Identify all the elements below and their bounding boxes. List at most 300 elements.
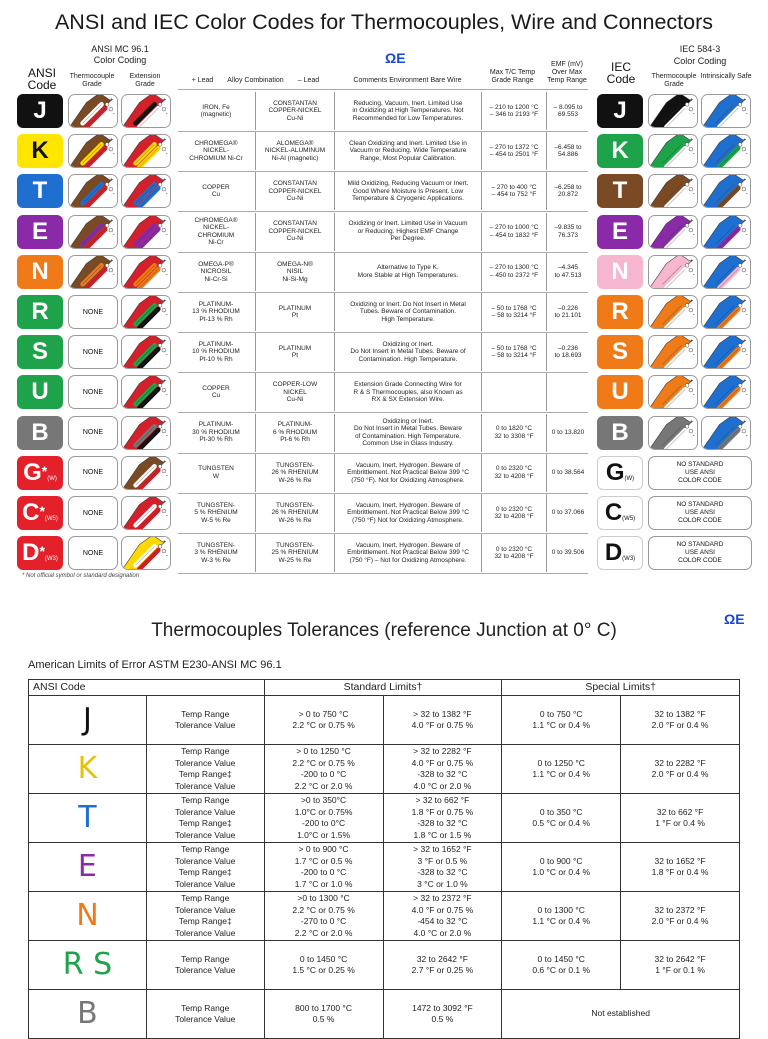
svg-text:+: +	[162, 218, 167, 225]
comments-cell: Vacuum, Inert, Hydrogen. Beware of Embrittlement. Not Practical Below 399 °C (750 °F) Not for Oxidizing Atmosphere.	[347, 501, 469, 524]
comments-cell: Extension Grade Connecting Wire for R & S Thermocouples, also Known as RX & SX Extension Wire.	[353, 381, 463, 404]
comments-cell: Oxidizing or Inert. Limited Use in Vacuum or Reducing. Highest EMF Change Per Degree.	[348, 220, 468, 243]
tolerance-table	[28, 679, 740, 1039]
column-divider	[546, 534, 547, 572]
column-divider	[546, 253, 547, 291]
svg-text:-: -	[692, 191, 695, 198]
ansi-thermocouple-none: NONE	[68, 496, 118, 530]
comments-cell: Reducing, Vacuum, Inert. Limited Use in Oxidizing at High Temperatures. Not Recommended for Low Temperatures.	[352, 99, 464, 122]
svg-text:+: +	[742, 177, 747, 184]
column-divider	[481, 333, 482, 371]
svg-text:+: +	[109, 258, 114, 265]
svg-text:+: +	[742, 258, 747, 265]
iec-thermocouple-wire-icon	[648, 215, 698, 249]
ansi-thermocouple-wire-icon	[68, 174, 118, 208]
tol-standard-f-cell: > 32 to 1382 °F 4.0 °F or 0.75 %	[383, 696, 502, 745]
emf-cell: – 8.095 to 69.553	[553, 103, 583, 118]
tol-labels-cell: Temp Range Tolerance Value Temp Range‡ Tolerance Value	[146, 745, 264, 794]
column-divider	[481, 92, 482, 130]
svg-text:-: -	[165, 552, 168, 559]
code-row-r	[0, 293, 768, 331]
ansi-extension-wire-icon	[121, 295, 171, 329]
iec-code-badge	[597, 416, 643, 450]
iec-safe-wire-icon	[701, 215, 751, 249]
code-row-n	[0, 253, 768, 291]
alloy-header: Alloy Combination	[227, 77, 284, 84]
tol-code-cell: K	[29, 745, 147, 794]
iec-code-letter: U	[611, 378, 629, 406]
ansi-extension-wire-icon	[121, 496, 171, 530]
svg-text:+: +	[109, 177, 114, 184]
code-subscript: (W)	[47, 475, 57, 482]
ansi-code-letter: K	[31, 137, 49, 165]
max-temp-cell: – 270 to 1000 °C – 454 to 1832 °F	[489, 224, 539, 239]
tol-standard-f-cell: 32 to 2642 °F 2.7 °F or 0.25 %	[383, 941, 502, 990]
svg-text:+: +	[689, 218, 694, 225]
ansi-thermocouple-wire-icon	[68, 215, 118, 249]
column-divider	[255, 414, 256, 452]
iec-thermocouple-wire-icon	[648, 375, 698, 409]
tol-code-cell: R S	[29, 941, 147, 990]
svg-text:-: -	[692, 150, 695, 157]
svg-text:+: +	[689, 419, 694, 426]
svg-text:-: -	[165, 231, 168, 238]
max-temp-cell: – 50 to 1768 °C – 58 to 3214 °F	[491, 344, 537, 360]
plus-lead-cell: CHROMEGA® NICKEL- CHROMIUM Ni-Cr	[189, 139, 243, 162]
column-divider	[334, 414, 335, 452]
tol-code-cell: E	[29, 843, 147, 892]
svg-text:+: +	[162, 177, 167, 184]
comments-cell: Oxidizing or Inert. Do Not Insert in Metal Tubes. Beware of Contamination. High Temperature.	[350, 300, 466, 323]
plus-lead-cell: TUNGSTEN- 5 % RHENIUM W-5 % Re	[194, 501, 238, 524]
column-divider	[334, 172, 335, 210]
ansi-code-badge	[17, 335, 63, 369]
iec-thermocouple-wire-icon	[648, 174, 698, 208]
ext-grade-header: Extension Grade	[129, 73, 161, 88]
ansi-extension-wire-icon	[121, 174, 171, 208]
svg-text:-: -	[165, 512, 168, 519]
star-mark: *	[39, 503, 45, 519]
emf-cell: –4.345 to 47.513	[554, 264, 582, 279]
svg-text:+: +	[162, 378, 167, 385]
svg-text:-: -	[745, 392, 748, 399]
star-mark: *	[39, 543, 45, 560]
column-divider	[481, 293, 482, 331]
tol-special-c-cell: 0 to 1250 °C 1.1 °C or 0.4 %	[502, 745, 621, 794]
svg-text:-: -	[165, 432, 168, 439]
column-divider	[546, 92, 547, 130]
minus-lead-cell: ALOMEGA® NICKEL-ALUMINUM Ni-Al (magnetic)	[264, 139, 326, 162]
tolerance-title: Thermocouples Tolerances (reference Junction at 0° C)	[151, 620, 617, 641]
ansi-color-coding-header: Color Coding	[93, 55, 147, 65]
iec-thermocouple-wire-icon	[648, 335, 698, 369]
table-row	[29, 794, 740, 843]
column-divider	[481, 132, 482, 170]
iec-code-letter: T	[612, 177, 628, 205]
column-divider	[334, 333, 335, 371]
ansi-code-badge	[17, 94, 63, 128]
svg-text:-: -	[745, 432, 748, 439]
ansi-code-letter: R	[31, 298, 49, 325]
svg-text:-: -	[165, 150, 168, 157]
max-temp-cell: – 50 to 1768 °C – 58 to 3214 °F	[491, 304, 537, 319]
column-divider	[546, 494, 547, 532]
minus-lead-cell: TUNGSTEN- 26 % RHENIUM W-26 % Re	[271, 461, 319, 484]
svg-text:-: -	[165, 351, 168, 358]
tol-special-cell: Not established	[502, 990, 740, 1039]
svg-text:-: -	[745, 191, 748, 198]
column-divider	[255, 534, 256, 572]
omega-logo-icon: ΩE	[385, 50, 406, 66]
comments-cell: Clean Oxidizing and Inert. Limited Use in Vacuum or Reducing. Wide Temperature Range, Most Popular Calibration.	[349, 139, 467, 162]
iec-code-letter: S	[611, 338, 628, 366]
column-divider	[546, 293, 547, 331]
comments-cell: Alternative to Type K. More Stable at High Temperatures.	[357, 264, 459, 279]
svg-text:-: -	[165, 110, 168, 117]
tol-special-f-cell: 32 to 2642 °F 1 °F or 0.1 %	[621, 941, 740, 990]
iec-code-badge	[597, 496, 643, 530]
column-divider	[481, 373, 482, 411]
iec-code-letter: D	[604, 539, 623, 567]
tol-labels-cell: Temp Range Tolerance Value Temp Range‡ Tolerance Value	[146, 843, 264, 892]
column-divider	[255, 132, 256, 170]
iec-code-badge	[597, 94, 643, 128]
ansi-code-letter: T	[32, 177, 48, 205]
column-divider	[334, 92, 335, 130]
iec-thermocouple-wire-icon	[648, 295, 698, 329]
column-divider	[481, 253, 482, 291]
ansi-code-badge	[17, 174, 63, 208]
iec-std-header: IEC 584-3	[679, 44, 721, 54]
minus-lead-cell: CONSTANTAN COPPER-NICKEL Cu-Ni	[268, 180, 322, 203]
ansi-mc-header: ANSI MC 96.1	[91, 44, 149, 54]
ansi-code-badge	[17, 255, 63, 289]
column-divider	[255, 253, 256, 291]
comments-cell: Vacuum, Inert, Hydrogen. Beware of Embrittlement. Not Practical Below 399 °C (750 °F). Not for Oxidizing Atmosphere.	[347, 461, 469, 484]
svg-text:+: +	[162, 419, 167, 426]
iec-safe-wire-icon	[701, 94, 751, 128]
iec-safe-wire-icon	[701, 134, 751, 168]
tol-standard-c-cell: 0 to 1450 °C 1.5 °C or 0.25 %	[264, 941, 383, 990]
iec-thermocouple-wire-icon	[648, 255, 698, 289]
row-divider	[178, 573, 588, 574]
iec-code-badge	[597, 456, 643, 490]
iec-safe-wire-icon	[701, 416, 751, 450]
minus-lead-cell: PLATINUM Pt	[278, 304, 312, 319]
code-subscript: (W)	[624, 475, 635, 482]
ansi-thermocouple-none: NONE	[68, 335, 118, 369]
comments-header: Comments Environment Bare Wire	[353, 77, 462, 84]
svg-text:-: -	[745, 150, 748, 157]
svg-text:-: -	[692, 110, 695, 117]
column-divider	[481, 213, 482, 251]
column-divider	[334, 253, 335, 291]
svg-text:-: -	[692, 231, 695, 238]
iec-code-badge	[597, 134, 643, 168]
tol-code-cell: T	[29, 794, 147, 843]
emf-cell: –0.236 to 18.693	[554, 344, 582, 360]
tol-labels-cell: Temp Range Tolerance Value	[146, 696, 264, 745]
ansi-code-badge	[17, 295, 63, 329]
comments-cell: Vacuum, Inert, Hydrogen. Beware of Embrittlement. Not Practical Below 399 °C (750 °F) – Not for Oxidizing Atmosphere.	[347, 541, 469, 564]
tol-special-f-cell: 32 to 2372 °F 2.0 °F or 0.4 %	[621, 892, 740, 941]
tol-special-c-cell: 0 to 350 °C 0.5 °C or 0.4 %	[502, 794, 621, 843]
iec-code-badge	[597, 536, 643, 570]
no-standard-note: NO STANDARD USE ANSI COLOR CODE	[648, 536, 752, 570]
ansi-code-badge	[17, 375, 63, 409]
iec-code-badge	[597, 255, 643, 289]
table-row	[29, 745, 740, 794]
no-standard-note: NO STANDARD USE ANSI COLOR CODE	[648, 496, 752, 530]
table-row	[29, 843, 740, 892]
minus-lead-cell: PLATINUM Pt	[278, 344, 312, 360]
svg-text:-: -	[112, 110, 115, 117]
plus-lead-header: + Lead	[191, 77, 214, 84]
emf-cell: 0 to 39.506	[551, 549, 585, 557]
svg-text:-: -	[165, 472, 168, 479]
ansi-code-badge	[17, 456, 63, 490]
svg-text:+: +	[162, 258, 167, 265]
column-divider	[546, 333, 547, 371]
footnote: * Not official symbol or standard designation	[22, 573, 140, 579]
plus-lead-cell: PLATINUM- 10 % RHODIUM Pt-10 % Rh	[192, 340, 240, 363]
tol-labels-cell: Temp Range Tolerance Value	[146, 990, 264, 1039]
comments-cell: Oxidizing or Inert. Do Not Insert in Metal Tubes. Beware of Contamination. High Temperature. Common Use in Glass Industry.	[353, 417, 463, 448]
tol-special-c-cell: 0 to 900 °C 1.0 °C or 0.4 %	[502, 843, 621, 892]
table-row	[29, 892, 740, 941]
svg-text:+: +	[689, 298, 694, 305]
svg-text:-: -	[745, 311, 748, 318]
iec-safe-wire-icon	[701, 335, 751, 369]
svg-text:+: +	[742, 137, 747, 144]
ansi-thermocouple-none: NONE	[68, 456, 118, 490]
max-temp-cell: – 270 to 1300 °C – 450 to 2372 °F	[489, 264, 539, 279]
table-row	[29, 696, 740, 745]
tol-special-c-cell: 0 to 1300 °C 1.1 °C or 0.4 %	[502, 892, 621, 941]
ansi-code-letter: N	[31, 257, 49, 285]
column-divider	[546, 414, 547, 452]
svg-text:+: +	[162, 298, 167, 305]
ansi-code-badge	[17, 416, 63, 450]
tol-standard-f-cell: > 32 to 2282 °F 4.0 °F or 0.75 % -328 to 32 °C 4.0 °C or 2.0 %	[383, 745, 502, 794]
code-row-u	[0, 373, 768, 411]
plus-lead-cell: COPPER Cu	[202, 384, 230, 400]
column-divider	[334, 534, 335, 572]
emf-cell: 0 to 13.820	[551, 428, 585, 436]
max-temp-cell: – 210 to 1200 °C – 346 to 2193 °F	[489, 103, 539, 118]
emf-cell: 0 to 37.066	[551, 509, 585, 517]
plus-lead-cell: TUNGSTEN- 3 % RHENIUM W-3 % Re	[194, 541, 238, 564]
iec-code-header: IEC Code	[606, 60, 636, 86]
emf-header: EMF (mV) Over Max Temp Range	[547, 61, 587, 84]
column-divider	[481, 494, 482, 532]
iec-code-letter: K	[611, 137, 629, 165]
plus-lead-cell: COPPER Cu	[202, 183, 230, 199]
ansi-code-badge	[17, 215, 63, 249]
tol-standard-c-cell: > 0 to 750 °C 2.2 °C or 0.75 %	[264, 696, 383, 745]
ansi-extension-wire-icon	[121, 94, 171, 128]
svg-text:+: +	[109, 137, 114, 144]
iec-code-badge	[597, 295, 643, 329]
column-divider	[255, 373, 256, 411]
ansi-thermocouple-wire-icon	[68, 134, 118, 168]
iec-color-coding-header: Color Coding	[673, 56, 727, 66]
column-divider	[334, 494, 335, 532]
svg-text:-: -	[692, 311, 695, 318]
plus-lead-cell: CHROMEGA® NICKEL- CHROMIUM Ni-Cr	[194, 216, 238, 247]
svg-text:+: +	[162, 137, 167, 144]
svg-text:+: +	[162, 539, 167, 546]
column-divider	[255, 333, 256, 371]
svg-text:-: -	[692, 392, 695, 399]
svg-text:-: -	[692, 432, 695, 439]
iec-safe-wire-icon	[701, 174, 751, 208]
svg-text:+: +	[689, 258, 694, 265]
column-divider	[546, 454, 547, 492]
iec-code-letter: N	[611, 257, 629, 285]
column-divider	[255, 293, 256, 331]
column-divider	[255, 172, 256, 210]
code-subscript: (W3)	[622, 556, 636, 563]
column-divider	[255, 213, 256, 251]
code-row-s	[0, 333, 768, 371]
minus-lead-cell: TUNGSTEN- 25 % RHENIUM W-25 % Re	[271, 541, 319, 564]
minus-lead-cell: COPPER-LOW NICKEL Cu-Ni	[272, 381, 318, 404]
tol-standard-c-cell: > 0 to 1250 °C 2.2 °C or 0.75 % -200 to 0 °C 2.2 °C or 2.0 %	[264, 745, 383, 794]
column-divider	[481, 414, 482, 452]
ansi-code-letter: J	[33, 97, 47, 124]
iec-code-badge	[597, 335, 643, 369]
iec-code-badge	[597, 215, 643, 249]
column-divider	[334, 454, 335, 492]
ansi-code-badge	[17, 536, 63, 570]
iec-code-badge	[597, 375, 643, 409]
minus-lead-cell: CONSTANTAN COPPER-NICKEL Cu-Ni	[268, 220, 322, 243]
svg-text:+: +	[689, 177, 694, 184]
max-temp-cell: 0 to 2320 °C 32 to 4208 °F	[494, 505, 534, 520]
ansi-code-letter: E	[31, 217, 48, 245]
ansi-thermocouple-none: NONE	[68, 375, 118, 409]
column-divider	[546, 172, 547, 210]
iec-code-letter: C	[604, 499, 623, 526]
tol-labels-cell: Temp Range Tolerance Value Temp Range‡ Tolerance Value	[146, 892, 264, 941]
tol-code-cell: N	[29, 892, 147, 941]
tol-standard-f-cell: > 32 to 1652 °F 3 °F or 0.5 % -328 to 32 °C 3 °C or 1.0 %	[383, 843, 502, 892]
tol-special-f-cell: 32 to 2282 °F 2.0 °F or 0.4 %	[621, 745, 740, 794]
tol-labels-cell: Temp Range Tolerance Value Temp Range‡ Tolerance Value	[146, 794, 264, 843]
tol-labels-cell: Temp Range Tolerance Value	[146, 941, 264, 990]
code-row-g	[0, 454, 768, 492]
comments-cell: Mild Oxidizing, Reducing Vacuum or Inert. Good Where Moisture Is Present. Low Temperature & Cryogenic Applications.	[347, 180, 469, 203]
ansi-code-letter: B	[31, 418, 49, 446]
tolerance-subtitle: American Limits of Error ASTM E230-ANSI MC 96.1	[28, 659, 282, 671]
iec-code-letter: G	[605, 458, 625, 486]
header-divider	[178, 89, 588, 90]
tol-standard-c-cell: 800 to 1700 °C 0.5 %	[264, 990, 383, 1039]
tol-special-c-cell: 0 to 1450 °C 0.6 °C or 0.1 %	[502, 941, 621, 990]
minus-lead-cell: CONSTANTAN COPPER-NICKEL Cu-Ni	[268, 99, 322, 122]
svg-text:-: -	[165, 271, 168, 278]
iec-code-letter: J	[613, 97, 627, 124]
svg-text:-: -	[745, 351, 748, 358]
column-divider	[546, 213, 547, 251]
code-row-j	[0, 92, 768, 130]
code-row-b	[0, 414, 768, 452]
ansi-thermocouple-wire-icon	[68, 94, 118, 128]
emf-cell: –6.258 to 20.872	[554, 183, 582, 199]
omega-logo-icon: ΩE	[724, 611, 745, 627]
svg-text:-: -	[745, 231, 748, 238]
tol-standard-f-cell: 1472 to 3092 °F 0.5 %	[383, 990, 502, 1039]
code-subscript: (W5)	[44, 516, 58, 522]
tol-special-f-cell: 32 to 1652 °F 1.8 °F or 0.4 %	[621, 843, 740, 892]
svg-text:-: -	[112, 191, 115, 198]
svg-text:+: +	[742, 378, 747, 385]
plus-lead-cell: PLATINUM- 13 % RHODIUM Pt-13 % Rh	[192, 300, 240, 323]
tol-special-f-cell: 32 to 662 °F 1 °F or 0.4 %	[621, 794, 740, 843]
svg-text:+: +	[162, 499, 167, 506]
column-divider	[481, 172, 482, 210]
ansi-extension-wire-icon	[121, 134, 171, 168]
column-divider	[334, 132, 335, 170]
no-standard-note: NO STANDARD USE ANSI COLOR CODE	[648, 456, 752, 490]
table-row	[29, 990, 740, 1039]
svg-text:+: +	[162, 338, 167, 345]
svg-text:+: +	[109, 97, 114, 104]
tol-code-header: ANSI Code	[29, 680, 265, 696]
column-divider	[255, 494, 256, 532]
column-divider	[481, 454, 482, 492]
tol-standard-f-cell: > 32 to 2372 °F 4.0 °F or 0.75 % -454 to 32 °C 4.0 °C or 2.0 %	[383, 892, 502, 941]
tol-standard-c-cell: >0 to 350°C 1.0°C or 0.75% -200 to 0°C 1.0°C or 1.5%	[264, 794, 383, 843]
code-row-d	[0, 534, 768, 572]
ansi-code-badge	[17, 134, 63, 168]
svg-text:+: +	[689, 338, 694, 345]
ansi-extension-wire-icon	[121, 335, 171, 369]
ansi-code-letter: C	[22, 499, 40, 526]
column-divider	[334, 293, 335, 331]
svg-text:-: -	[165, 311, 168, 318]
column-divider	[546, 132, 547, 170]
code-row-k	[0, 132, 768, 170]
max-temp-cell: 0 to 2320 °C 32 to 4208 °F	[494, 465, 534, 480]
tc-grade-header: Thermocouple Grade	[69, 73, 115, 88]
emf-cell: –9.835 to 76.373	[554, 224, 582, 239]
iec-safe-wire-icon	[701, 295, 751, 329]
ansi-extension-wire-icon	[121, 375, 171, 409]
ansi-extension-wire-icon	[121, 255, 171, 289]
tol-standard-header: Standard Limits†	[264, 680, 502, 696]
svg-text:+: +	[689, 137, 694, 144]
svg-text:+: +	[162, 459, 167, 466]
iec-thermocouple-wire-icon	[648, 134, 698, 168]
code-row-e	[0, 213, 768, 251]
plus-lead-cell: TUNGSTEN W	[198, 465, 234, 480]
minus-lead-cell: PLATINUM- 6 % RHODIUM Pt-6 % Rh	[272, 421, 318, 444]
star-mark: *	[41, 462, 48, 479]
svg-text:-: -	[692, 351, 695, 358]
svg-text:-: -	[745, 271, 748, 278]
svg-text:-: -	[112, 271, 115, 278]
plus-lead-cell: PLATINUM- 30 % RHODIUM Pt-30 % Rh	[192, 421, 240, 444]
max-temp-header: Max T/C Temp Grade Range	[489, 69, 536, 84]
svg-text:+: +	[689, 97, 694, 104]
tol-special-c-cell: 0 to 750 °C 1.1 °C or 0.4 %	[502, 696, 621, 745]
code-row-c	[0, 494, 768, 532]
ansi-thermocouple-none: NONE	[68, 295, 118, 329]
column-divider	[546, 373, 547, 411]
column-divider	[255, 454, 256, 492]
